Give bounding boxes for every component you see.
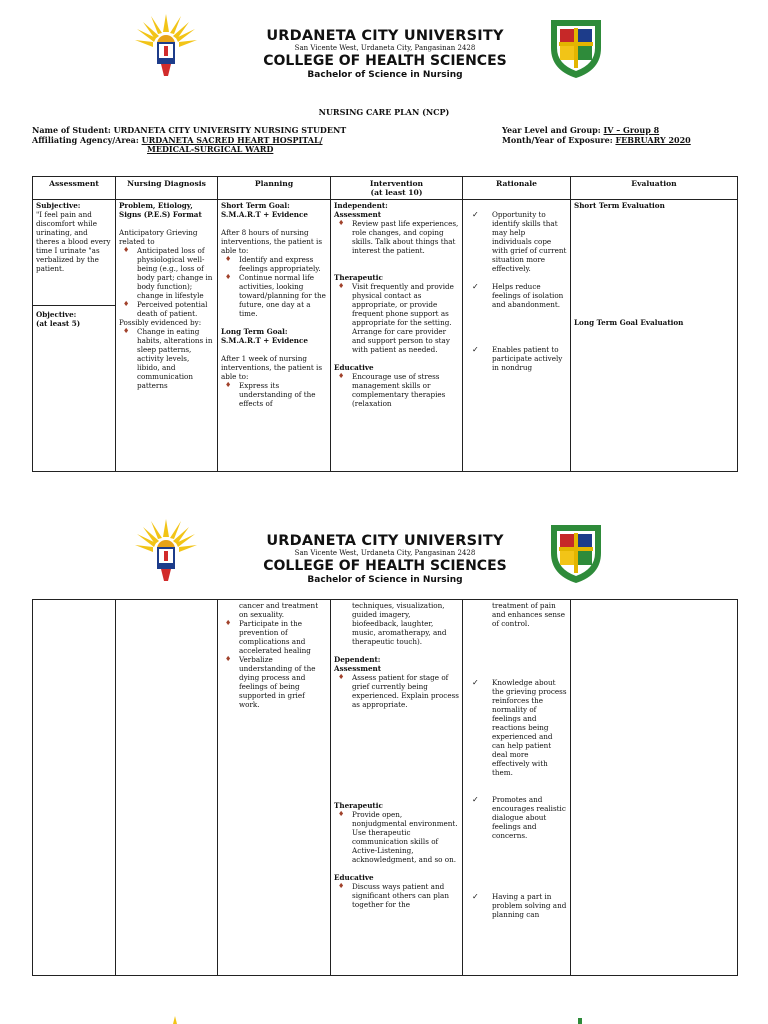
- dependent-label: Dependent:: [334, 655, 381, 664]
- year-value: IV – Group 8: [603, 125, 660, 135]
- university-address: San Vicente West, Urdaneta City, Pangasinan 2428: [294, 549, 476, 557]
- col-intervention: [331, 177, 463, 200]
- educative-label: Educative: [334, 363, 374, 372]
- list-item: ✓ Enables patient to participate actively in nondrug: [472, 345, 563, 372]
- objective-text: (at least 5): [36, 319, 81, 328]
- list-item: ♦ Express its understanding of the effects of: [225, 381, 316, 408]
- bullet-icon: ♦: [338, 810, 345, 818]
- diagnosis-text: Anticipatory Grieving related to: [119, 228, 198, 246]
- list-item: ✓ Opportunity to identify skills that may help individuals cope with grief of current situation more effectively.: [472, 210, 567, 273]
- page-2: [0, 505, 768, 1005]
- list-item: ♦ Provide open, nonjudgmental environment. Use therapeutic communication skills of Active-Listening, acknowledgment, and so on.: [338, 810, 458, 864]
- bullet-icon: ♦: [123, 300, 130, 308]
- table-row: [33, 200, 738, 472]
- university-sun-logo: [135, 519, 197, 581]
- checkmark-icon: ✓: [472, 210, 479, 219]
- college-shield-logo: [545, 14, 607, 80]
- stg-smart: S.M.A.R.T + Evidence: [221, 210, 308, 219]
- year-info: [502, 126, 691, 145]
- university-name: URDANETA CITY UNIVERSITY: [266, 28, 504, 44]
- ltg-label: Long Term Goal:: [221, 327, 288, 336]
- list-item: ♦ Verbalize understanding of the dying process and feelings of being supported in grief work.: [225, 655, 316, 709]
- col-intervention-note: (at least 10): [370, 188, 423, 197]
- assessment-label: Assessment: [334, 664, 382, 673]
- list-item: ♦ Review past life experiences, role changes, and coping skills. Talk about things that interest the patient.: [338, 219, 459, 255]
- list-item: cancer and treatment on sexuality.: [239, 601, 319, 619]
- student-info: [32, 126, 346, 155]
- col-assessment: Assessment: [33, 177, 116, 200]
- educative-label: Educative: [334, 873, 374, 882]
- list-item: ♦ Discuss ways patient and significant others can plan together for the: [338, 882, 449, 909]
- college-shield-logo-partial: [570, 1018, 590, 1024]
- evidenced-label: Possibly evidenced by:: [119, 318, 202, 327]
- college-name: COLLEGE OF HEALTH SCIENCES: [263, 53, 507, 69]
- page-header: [0, 505, 768, 585]
- bullet-icon: ♦: [225, 619, 232, 627]
- diagnosis-cell: [116, 600, 218, 976]
- agency-label: Affiliating Agency/Area:: [32, 134, 142, 145]
- list-item: ♦ Identify and express feelings appropriately.: [225, 255, 321, 273]
- list-item: ✓ Promotes and encourages realistic dialogue about feelings and concerns.: [472, 795, 566, 840]
- therapeutic-label: Therapeutic: [334, 801, 383, 810]
- col-rationale: Rationale: [463, 177, 571, 200]
- bullet-icon: ♦: [225, 381, 232, 389]
- col-intervention-title: Intervention: [369, 179, 424, 188]
- list-item: techniques, visualization, guided imagery, biofeedback, laughter, music, aromatherapy, and therapeutic touch).: [352, 601, 447, 646]
- bullet-icon: ♦: [338, 282, 345, 290]
- list-item: ♦ Encourage use of stress management skills or complementary therapies (relaxation: [338, 372, 446, 408]
- col-planning: Planning: [218, 177, 331, 200]
- university-name: URDANETA CITY UNIVERSITY: [266, 533, 504, 549]
- subjective-text: "I feel pain and discomfort while urinating, and theres a blood every time I urinate "as verbalized by the patient.: [36, 210, 111, 273]
- checkmark-icon: ✓: [472, 678, 479, 687]
- list-item: ✓ Knowledge about the grieving process reinforces the normality of feelings and reactions being experienced and can help patient deal more effectively with them.: [472, 678, 567, 777]
- bullet-icon: ♦: [123, 327, 130, 335]
- independent-label: Independent:: [334, 201, 388, 210]
- checkmark-icon: ✓: [472, 795, 479, 804]
- subjective-label: Subjective:: [36, 201, 81, 210]
- ncp-table-continued: [32, 599, 738, 976]
- planning-cell: [218, 200, 331, 472]
- list-item: ♦ Participate in the prevention of complications and accelerated healing: [225, 619, 311, 655]
- stg-evaluation: Short Term Evaluation: [574, 201, 665, 210]
- year-label: Year Level and Group:: [502, 125, 604, 135]
- bullet-icon: ♦: [123, 246, 130, 254]
- stg-text: After 8 hours of nursing interventions, the patient is able to:: [221, 228, 323, 255]
- bullet-icon: ♦: [225, 273, 232, 281]
- rationale-cell: [463, 600, 571, 976]
- list-item: ♦ Change in eating habits, alterations in sleep patterns, activity levels, libido, and communication patterns: [123, 327, 213, 390]
- assessment-cell: [33, 200, 116, 472]
- therapeutic-label: Therapeutic: [334, 273, 383, 282]
- bullet-icon: ♦: [225, 655, 232, 663]
- checkmark-icon: ✓: [472, 345, 479, 354]
- pes-format: Problem, Etiology, Signs (P.E.S) Format: [119, 201, 202, 219]
- list-item: ✓ Helps reduce feelings of isolation and abandonment.: [472, 282, 564, 309]
- col-evaluation: Evaluation: [571, 177, 738, 200]
- ncp-table: [32, 176, 738, 472]
- bullet-icon: ♦: [338, 219, 345, 227]
- list-item: ♦ Continue normal life activities, looking toward/planning for the future, one day at a time.: [225, 273, 326, 318]
- program-name: Bachelor of Science in Nursing: [307, 70, 463, 80]
- planning-cell: [218, 600, 331, 976]
- rationale-cell: [463, 200, 571, 472]
- assessment-label: Assessment: [334, 210, 382, 219]
- intervention-cell: [331, 600, 463, 976]
- ltg-smart: S.M.A.R.T + Evidence: [221, 336, 308, 345]
- bullet-icon: ♦: [338, 882, 345, 890]
- list-item: treatment of pain and enhances sense of control.: [492, 601, 565, 628]
- university-address: San Vicente West, Urdaneta City, Pangasinan 2428: [294, 44, 476, 52]
- month-label: Month/Year of Exposure:: [502, 134, 616, 145]
- month-value: FEBRUARY 2020: [615, 134, 691, 145]
- list-item: ♦ Assess patient for stage of grief currently being experienced. Explain process as appropriate.: [338, 673, 459, 709]
- ltg-evaluation: Long Term Goal Evaluation: [574, 318, 684, 327]
- bullet-icon: ♦: [338, 673, 345, 681]
- evaluation-cell: [571, 600, 738, 976]
- evaluation-cell: [571, 200, 738, 472]
- list-item: ♦ Visit frequently and provide physical contact as appropriate, or provide frequent phone support as appropriate for the setting. Arrange for care provider and support person to stay with patient as needed.: [338, 282, 454, 354]
- document-title: NURSING CARE PLAN (NCP): [318, 107, 450, 117]
- col-diagnosis: Nursing Diagnosis: [116, 177, 218, 200]
- objective-label: Objective:: [36, 310, 77, 319]
- student-label: Name of Student:: [32, 125, 114, 135]
- diagnosis-cell: [116, 200, 218, 472]
- student-value: URDANETA CITY UNIVERSITY NURSING STUDENT: [113, 125, 347, 135]
- table-row: [33, 600, 738, 976]
- table-header-row: [33, 177, 738, 200]
- list-item: ✓ Having a part in problem solving and planning can: [472, 892, 567, 919]
- list-item: ♦ Anticipated loss of physiological well-being (e.g., loss of body part; change in body function); change in lifestyle: [123, 246, 213, 300]
- college-shield-logo: [545, 519, 607, 585]
- bullet-icon: ♦: [225, 255, 232, 263]
- program-name: Bachelor of Science in Nursing: [307, 575, 463, 585]
- agency-value-1: URDANETA SACRED HEART HOSPITAL/: [141, 134, 323, 145]
- ltg-text: After 1 week of nursing interventions, the patient is able to:: [221, 354, 323, 381]
- college-name: COLLEGE OF HEALTH SCIENCES: [263, 558, 507, 574]
- university-sun-logo-partial: [160, 1016, 190, 1024]
- university-sun-logo: [135, 14, 197, 76]
- assessment-cell: [33, 600, 116, 976]
- bullet-icon: ♦: [338, 372, 345, 380]
- list-item: ♦ Perceived potential death of patient.: [123, 300, 208, 318]
- page-1: [0, 0, 768, 470]
- stg-label: Short Term Goal:: [221, 201, 290, 210]
- agency-value-2: MEDICAL-SURGICAL WARD: [147, 144, 274, 154]
- checkmark-icon: ✓: [472, 282, 479, 291]
- intervention-cell: [331, 200, 463, 472]
- checkmark-icon: ✓: [472, 892, 479, 901]
- page-header: [0, 0, 768, 80]
